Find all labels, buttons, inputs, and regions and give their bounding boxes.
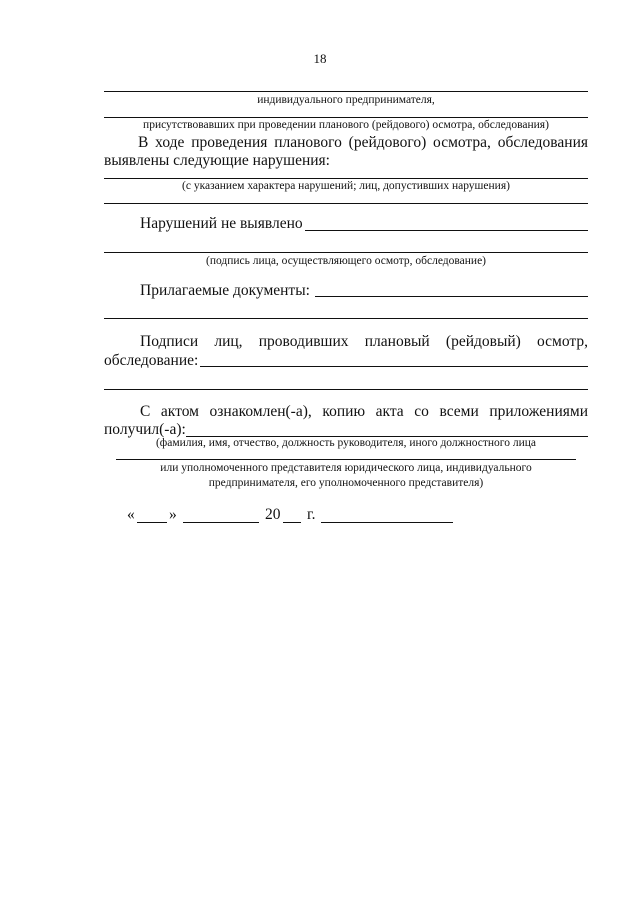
- date-close-quote: »: [169, 506, 177, 523]
- day-blank: [137, 522, 167, 523]
- year-blank: [283, 522, 301, 523]
- no-violations-label: Нарушений не выявлено: [140, 215, 303, 232]
- fill-line-attached: [315, 296, 588, 297]
- caption-entrepreneur: индивидуального предпринимателя,: [257, 94, 435, 106]
- fill-line-signature: [104, 252, 588, 253]
- year-suffix: г.: [307, 506, 316, 523]
- inspection-text-line1: В ходе проведения планового (рейдового) осмотра, обследования: [138, 134, 588, 151]
- caption-violations: (с указанием характера нарушений; лиц, допустивших нарушения): [182, 180, 510, 192]
- fill-line-no-violations: [305, 230, 588, 231]
- date-open-quote: «: [127, 506, 135, 523]
- inspection-text-line2: выявлены следующие нарушения:: [104, 152, 330, 169]
- fill-line-violations: [104, 178, 588, 179]
- caption-representative-line1: или уполномоченного представителя юридического лица, индивидуального: [160, 462, 532, 474]
- caption-representative-line2: предпринимателя, его уполномоченного представителя): [208, 477, 484, 489]
- caption-present: присутствовавших при проведении планового (рейдового) осмотра, обследования): [143, 119, 549, 131]
- acquainted-text-line1: С актом ознакомлен(-а), копию акта со всеми приложениями: [140, 403, 588, 420]
- fill-line-present: [104, 117, 588, 118]
- fill-line-violations-2: [104, 203, 588, 204]
- fill-line-signatures-2: [104, 389, 588, 390]
- signature-blank: [321, 522, 453, 523]
- signatures-text-line1: Подписи лиц, проводивших плановый (рейдовый) осмотр,: [140, 333, 588, 350]
- fill-line-signatures: [200, 366, 588, 367]
- month-blank: [183, 522, 259, 523]
- fill-line-entrepreneur: [104, 91, 588, 92]
- caption-fio: (фамилия, имя, отчество, должность руководителя, иного должностного лица: [155, 437, 537, 449]
- caption-signature: (подпись лица, осуществляющего осмотр, обследование): [205, 255, 487, 267]
- fill-line-representative: [116, 459, 576, 460]
- page-number: 18: [313, 51, 327, 66]
- attached-documents-label: Прилагаемые документы:: [140, 282, 310, 299]
- signatures-text-line2: обследование:: [104, 352, 199, 369]
- acquainted-text-line2: получил(-а):: [104, 421, 186, 438]
- date-row: [127, 506, 467, 526]
- year-prefix: 20: [265, 506, 281, 523]
- fill-line-attached-2: [104, 318, 588, 319]
